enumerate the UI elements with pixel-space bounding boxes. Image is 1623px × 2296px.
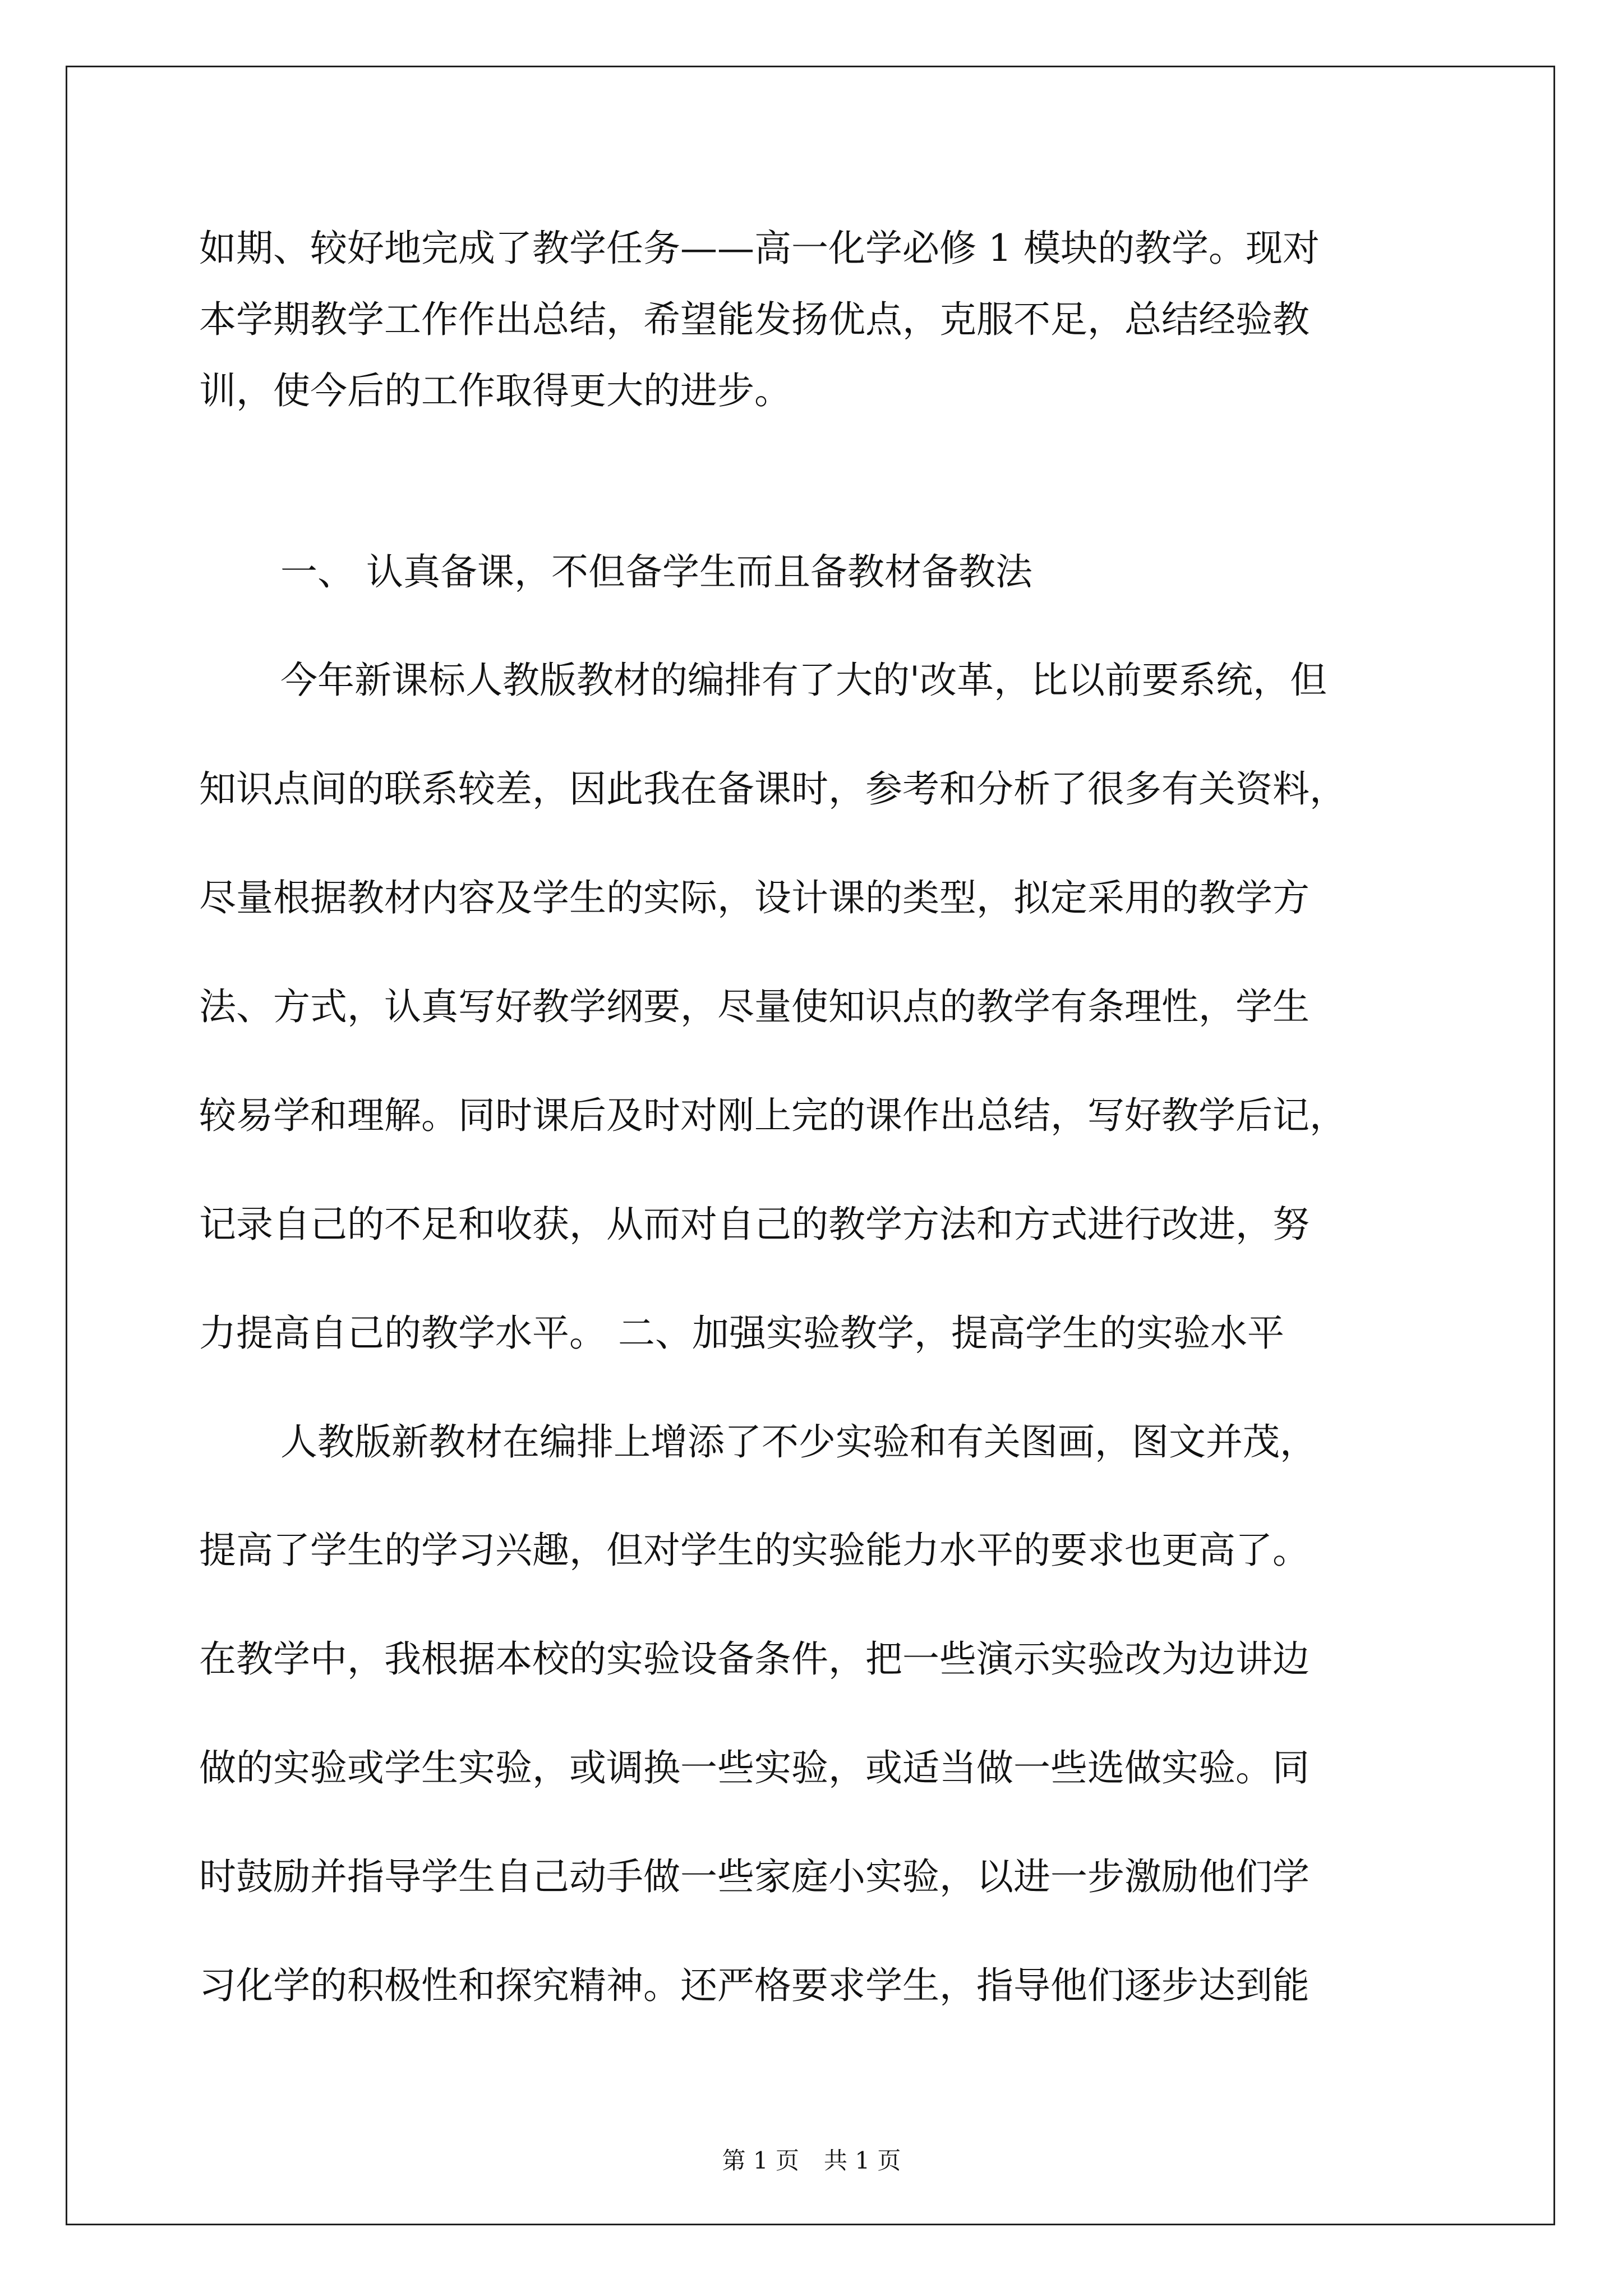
text-line: 做的实验或学生实验，或调换一些实验，或适当做一些选做实验。同 [199,1746,1310,1789]
page-footer [0,2149,1623,2173]
text-line: 提高了学生的学习兴趣，但对学生的实验能力水平的要求也更高了。 [199,1529,1310,1572]
text-line: 知识点间的联系较差，因此我在备课时，参考和分析了很多有关资料， [199,767,1347,811]
text-line: 今年新课标人教版教材的编排有了大的'改革，比以前要系统，但 [280,659,1327,702]
page-total: 共 1 页 [824,2147,901,2174]
text-line: 习化学的积极性和探究精神。还严格要求学生，指导他们逐步达到能 [199,1964,1310,2007]
page-number: 第 1 页 [722,2147,799,2174]
text-line: 训，使今后的工作取得更大的进步。 [199,369,791,412]
text-line: 本学期教学工作作出总结，希望能发扬优点，克服不足，总结经验教 [199,298,1310,341]
text-line: 法、方式，认真写好教学纲要，尽量使知识点的教学有条理性，学生 [199,985,1310,1028]
text-line: 尽量根据教材内容及学生的实际，设计课的类型，拟定采用的教学方 [199,876,1310,919]
text-line: 较易学和理解。同时课后及时对刚上完的课作出总结，写好教学后记， [199,1094,1347,1137]
text-line: 人教版新教材在编排上增添了不少实验和有关图画，图文并茂， [280,1420,1317,1464]
text-line: 在教学中，我根据本校的实验设备条件，把一些演示实验改为边讲边 [199,1637,1310,1681]
text-line: 记录自己的不足和收获，从而对自己的教学方法和方式进行改进，努 [199,1203,1310,1246]
section-heading: 一、 认真备课，不但备学生而且备教材备教法 [280,550,1032,593]
text-line: 如期、较好地完成了教学任务——高一化学必修 1 模块的教学。现对 [199,227,1320,270]
text-line: 时鼓励并指导学生自己动手做一些家庭小实验，以进一步激励他们学 [199,1855,1310,1898]
text-line: 力提高自己的教学水平。 二、加强实验教学，提高学生的实验水平 [199,1312,1284,1355]
